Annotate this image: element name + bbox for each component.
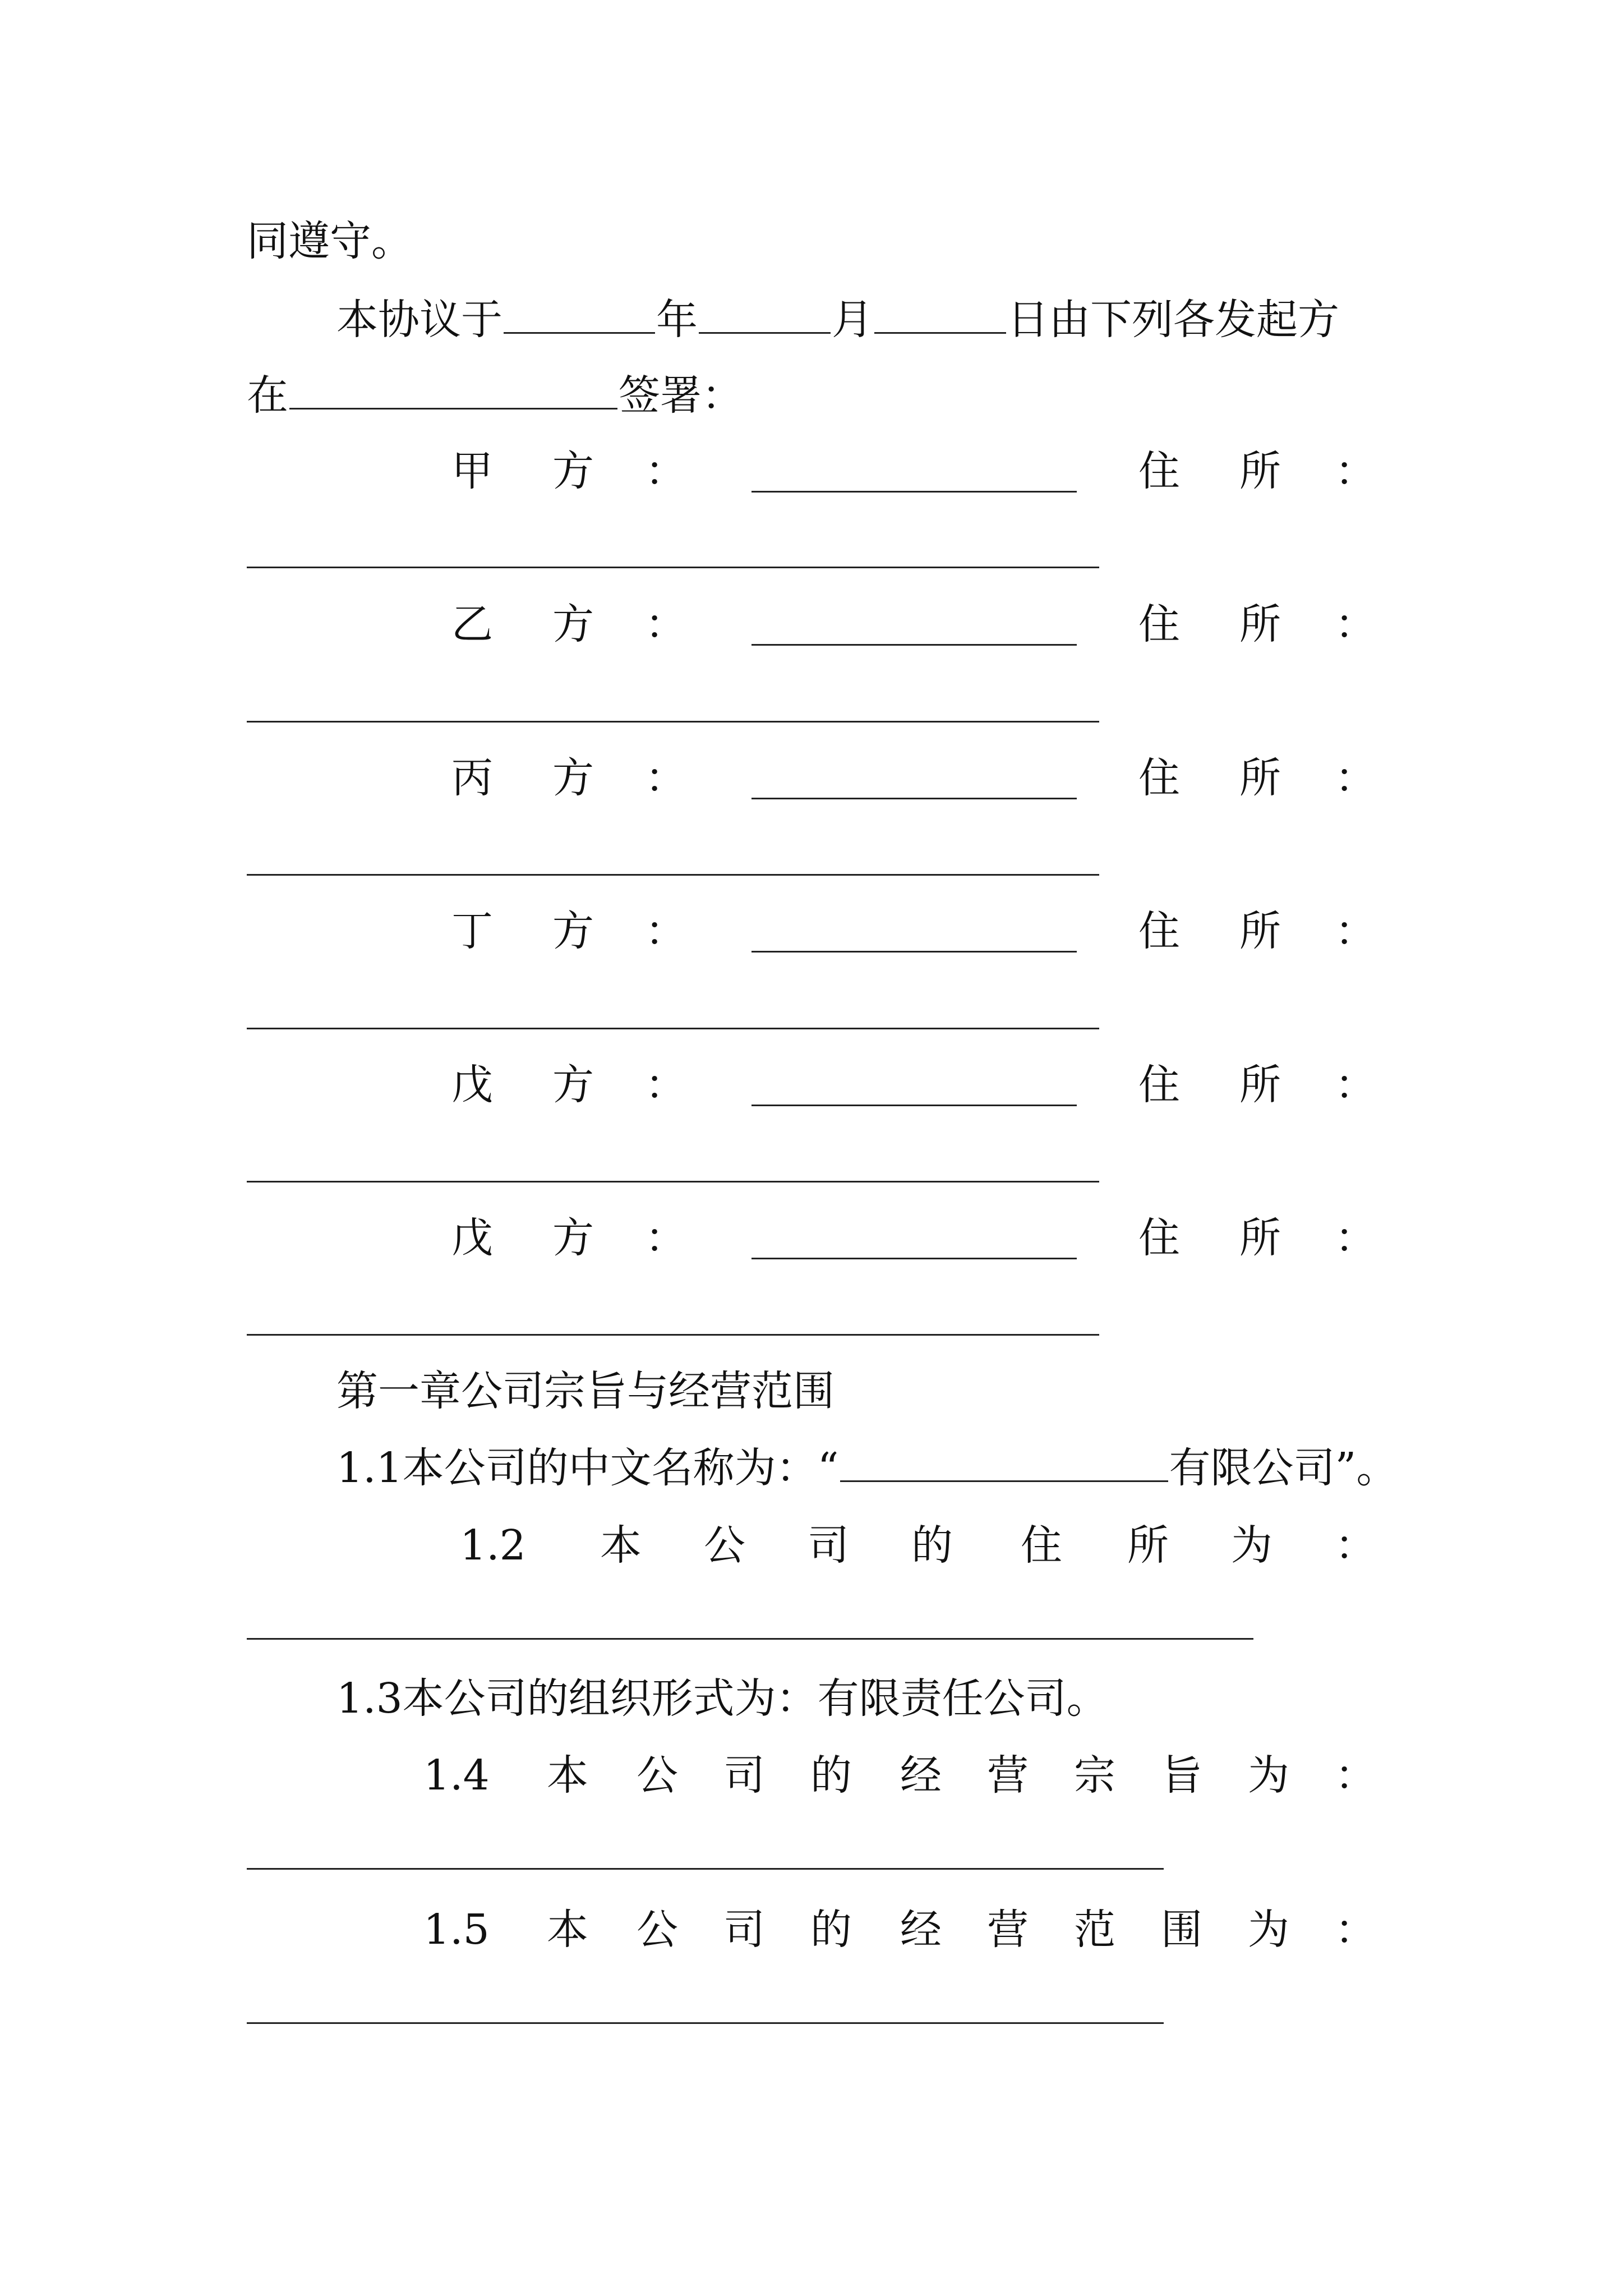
item-1-5-char: 范 bbox=[1074, 1906, 1115, 1954]
month-label: 月 bbox=[832, 296, 873, 344]
party-colon: ： bbox=[645, 1061, 686, 1109]
address-colon: ： bbox=[1335, 907, 1376, 955]
item-1-5-char: 的 bbox=[810, 1906, 852, 1954]
sign-date-line bbox=[336, 292, 1339, 348]
intro-text: 同遵守。 bbox=[247, 217, 413, 265]
party-colon: ： bbox=[645, 907, 686, 955]
item-1-4-char: 宗 bbox=[1074, 1751, 1115, 1800]
item-1-3: 1.3本公司的组织形式为：有限责任公司。 bbox=[336, 1674, 1108, 1723]
party-address-blank[interactable] bbox=[247, 721, 1099, 723]
item-1-5-char: 公 bbox=[637, 1906, 678, 1954]
party-name: 丁 bbox=[451, 907, 493, 955]
item-1-4-char: 营 bbox=[987, 1751, 1029, 1800]
address-label-1: 住 bbox=[1138, 447, 1180, 495]
item-1-4-char: 经 bbox=[900, 1751, 942, 1800]
item-1-2-char: 的 bbox=[911, 1521, 953, 1570]
company-address-blank[interactable] bbox=[247, 1638, 1253, 1640]
sign-place-line bbox=[247, 367, 743, 424]
item-1-1-suffix: 有限公司”。 bbox=[1169, 1444, 1398, 1492]
item-1-4-char: ： bbox=[1335, 1751, 1376, 1800]
address-label-2: 所 bbox=[1239, 1061, 1281, 1109]
sign-place-prefix: 在 bbox=[247, 371, 288, 420]
party-fang: 方 bbox=[552, 754, 594, 802]
item-1-2-char: 住 bbox=[1021, 1521, 1062, 1570]
sign-place-suffix: 签署： bbox=[619, 371, 743, 420]
item-1-4-char: 的 bbox=[810, 1751, 852, 1800]
sign-date-prefix: 本协议于 bbox=[336, 296, 502, 344]
party-address-blank[interactable] bbox=[247, 1181, 1099, 1182]
address-colon: ： bbox=[1335, 600, 1376, 648]
item-1-2-char: 公 bbox=[704, 1521, 745, 1570]
item-1-5-char: 司 bbox=[723, 1906, 765, 1954]
party-address-blank[interactable] bbox=[247, 1028, 1099, 1029]
party-fang: 方 bbox=[552, 1061, 594, 1109]
address-label-1: 住 bbox=[1138, 907, 1180, 955]
day-blank[interactable] bbox=[874, 292, 1006, 334]
address-label-2: 所 bbox=[1239, 754, 1281, 802]
year-label: 年 bbox=[656, 296, 698, 344]
day-suffix: 日由下列各发起方 bbox=[1007, 296, 1339, 344]
company-name-blank[interactable] bbox=[840, 1440, 1168, 1482]
address-colon: ： bbox=[1335, 754, 1376, 802]
item-1-2-char: 本 bbox=[600, 1521, 642, 1570]
party-name-blank[interactable] bbox=[751, 1105, 1077, 1106]
address-colon: ： bbox=[1335, 1214, 1376, 1262]
item-1-5-char: 为 bbox=[1248, 1906, 1289, 1954]
item-1-1 bbox=[336, 1440, 1398, 1496]
address-label-1: 住 bbox=[1138, 754, 1180, 802]
item-1-2-char: ： bbox=[1335, 1521, 1376, 1570]
item-1-5-char: 围 bbox=[1161, 1906, 1202, 1954]
item-1-4-char: 司 bbox=[723, 1751, 765, 1800]
address-label-2: 所 bbox=[1239, 600, 1281, 648]
month-blank[interactable] bbox=[699, 292, 831, 334]
business-scope-blank[interactable] bbox=[247, 2022, 1164, 2024]
item-1-1-prefix: 1.1本公司的中文名称为：“ bbox=[336, 1444, 839, 1492]
party-colon: ： bbox=[645, 447, 686, 495]
party-name-blank[interactable] bbox=[751, 644, 1077, 646]
party-name: 乙 bbox=[451, 600, 493, 648]
place-blank[interactable] bbox=[289, 367, 617, 409]
item-1-4-number: 1.4 bbox=[423, 1751, 490, 1800]
party-fang: 方 bbox=[552, 447, 594, 495]
item-1-2-char: 所 bbox=[1127, 1521, 1169, 1570]
party-address-blank[interactable] bbox=[247, 1334, 1099, 1336]
party-name: 甲 bbox=[451, 447, 493, 495]
party-fang: 方 bbox=[552, 1214, 594, 1262]
chapter-title: 第一章公司宗旨与经营范围 bbox=[336, 1367, 834, 1415]
party-name: 戊 bbox=[451, 1214, 493, 1262]
party-name-blank[interactable] bbox=[751, 951, 1077, 953]
intro-line bbox=[247, 213, 413, 269]
year-blank[interactable] bbox=[504, 292, 655, 334]
party-name-blank[interactable] bbox=[751, 491, 1077, 493]
item-1-5-number: 1.5 bbox=[423, 1906, 490, 1954]
party-colon: ： bbox=[645, 1214, 686, 1262]
party-address-blank[interactable] bbox=[247, 567, 1099, 568]
party-name-blank[interactable] bbox=[751, 1258, 1077, 1259]
party-colon: ： bbox=[645, 754, 686, 802]
item-1-4-char: 公 bbox=[637, 1751, 678, 1800]
party-address-blank[interactable] bbox=[247, 874, 1099, 876]
item-1-4-char: 旨 bbox=[1161, 1751, 1202, 1800]
address-label-1: 住 bbox=[1138, 1061, 1180, 1109]
item-1-5-char: 营 bbox=[987, 1906, 1029, 1954]
item-1-4-char: 为 bbox=[1248, 1751, 1289, 1800]
address-label-2: 所 bbox=[1239, 1214, 1281, 1262]
business-purpose-blank[interactable] bbox=[247, 1868, 1164, 1870]
address-colon: ： bbox=[1335, 447, 1376, 495]
item-1-5-char: ： bbox=[1335, 1906, 1376, 1954]
item-1-5-char: 本 bbox=[547, 1906, 588, 1954]
party-name: 丙 bbox=[451, 754, 493, 802]
party-fang: 方 bbox=[552, 907, 594, 955]
address-label-1: 住 bbox=[1138, 1214, 1180, 1262]
address-label-2: 所 bbox=[1239, 447, 1281, 495]
party-colon: ： bbox=[645, 600, 686, 648]
item-1-4-char: 本 bbox=[547, 1751, 588, 1800]
party-name: 戊 bbox=[451, 1061, 493, 1109]
address-label-2: 所 bbox=[1239, 907, 1281, 955]
party-fang: 方 bbox=[552, 600, 594, 648]
item-1-2-char: 为 bbox=[1231, 1521, 1272, 1570]
address-colon: ： bbox=[1335, 1061, 1376, 1109]
item-1-5-char: 经 bbox=[900, 1906, 942, 1954]
address-label-1: 住 bbox=[1138, 600, 1180, 648]
item-1-2-number: 1.2 bbox=[460, 1521, 526, 1570]
party-name-blank[interactable] bbox=[751, 798, 1077, 799]
item-1-2-char: 司 bbox=[808, 1521, 849, 1570]
